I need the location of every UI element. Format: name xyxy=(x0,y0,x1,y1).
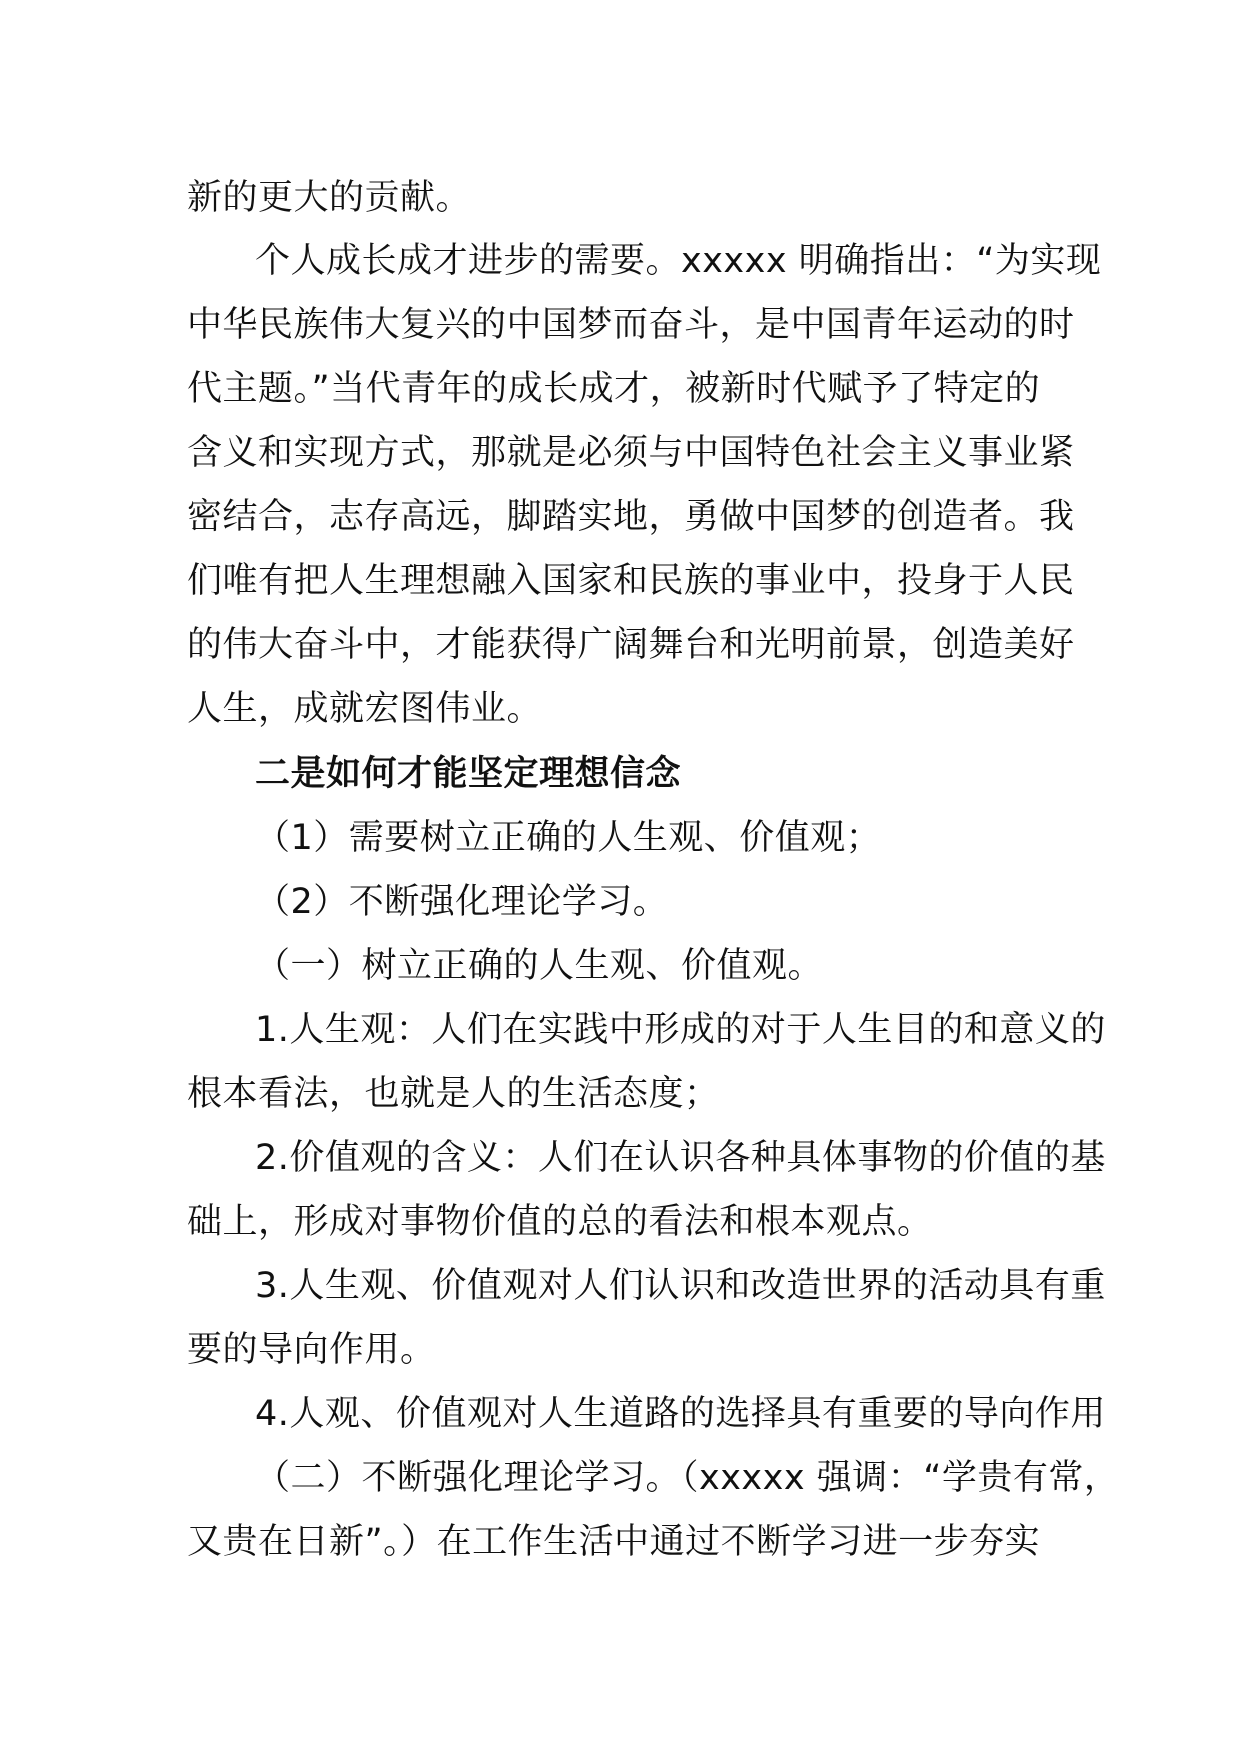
text-line: 中华民族伟大复兴的中国梦而奋斗，是中国青年运动的时 xyxy=(187,305,1075,345)
text-line: 3.人生观、价值观对人们认识和改造世界的活动具有重 xyxy=(255,1266,1106,1306)
text-line: （1）需要树立正确的人生观、价值观； xyxy=(255,818,882,858)
text-line: 人生，成就宏图伟业。 xyxy=(187,689,543,729)
text-line: （一）树立正确的人生观、价值观。 xyxy=(255,946,824,986)
text-line: 1.人生观：人们在实践中形成的对于人生目的和意义的 xyxy=(255,1010,1106,1050)
text-line: 个人成长成才进步的需要。xxxxx 明确指出：“为实现 xyxy=(255,241,1102,281)
text-line: 根本看法，也就是人的生活态度； xyxy=(187,1074,720,1114)
text-line: 密结合，志存高远，脚踏实地，勇做中国梦的创造者。我 xyxy=(187,497,1075,537)
text-line: 们唯有把人生理想融入国家和民族的事业中，投身于人民 xyxy=(187,561,1075,601)
text-line: （二）不断强化理论学习。（xxxxx 强调：“学贵有常， xyxy=(255,1458,1120,1498)
text-line: 含义和实现方式，那就是必须与中国特色社会主义事业紧 xyxy=(187,433,1075,473)
text-line: 础上，形成对事物价值的总的看法和根本观点。 xyxy=(187,1202,933,1242)
text-line: 又贵在日新”。）在工作生活中通过不断学习进一步夯实 xyxy=(187,1522,1041,1562)
text-line: 4.人观、价值观对人生道路的选择具有重要的导向作用 xyxy=(255,1394,1106,1434)
section-heading: 二是如何才能坚定理想信念 xyxy=(255,754,682,794)
text-line: 的伟大奋斗中，才能获得广阔舞台和光明前景，创造美好 xyxy=(187,625,1075,665)
text-line: 2.价值观的含义：人们在认识各种具体事物的价值的基 xyxy=(255,1138,1106,1178)
text-line: （2）不断强化理论学习。 xyxy=(255,882,669,922)
text-line: 新的更大的贡献。 xyxy=(187,178,472,218)
text-line: 代主题。”当代青年的成长成才，被新时代赋予了特定的 xyxy=(187,369,1041,409)
text-line: 要的导向作用。 xyxy=(187,1330,436,1370)
